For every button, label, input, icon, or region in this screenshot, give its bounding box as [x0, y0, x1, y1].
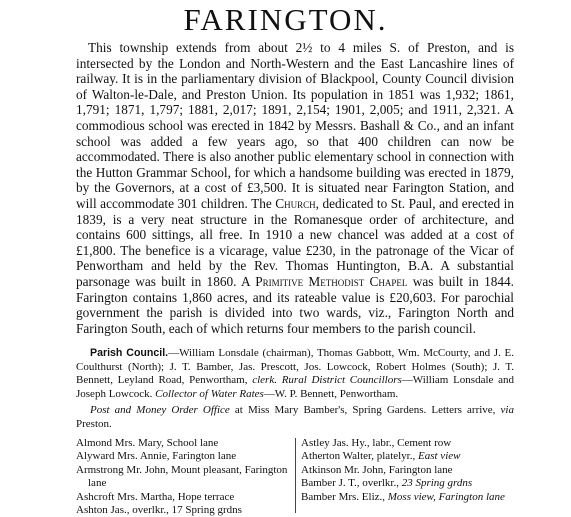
entry-address: Moss view, Farington lane [387, 490, 505, 503]
entry-text: Astley Jas. Hy., labr., Cement row [301, 437, 452, 449]
list-item [301, 491, 519, 504]
post-label: Post and Money Order Office [90, 404, 230, 416]
post-office-paragraph [76, 404, 514, 431]
post-end: Preston. [76, 417, 112, 430]
list-item [301, 464, 519, 477]
council-paragraph [76, 347, 514, 402]
chapel-text: was built in 1844. Farington contains 1,860 acres, and its rateable value is £20,603. For parochial government the parish is divided into two wards, viz., Farington North and Farington South, each of which returns four members to the parish council. [76, 273, 514, 336]
list-item [301, 437, 519, 450]
list-item: Alyward Mrs. Annie, Farington lane [76, 450, 237, 463]
column-divider [295, 438, 296, 513]
clerk-label: clerk. [252, 374, 277, 387]
rdc-label: Rural District Councillors [281, 374, 402, 387]
council-label: Parish Council. [90, 347, 169, 359]
rdc-text: —William Lonsdale and Joseph Lowcock. [76, 374, 515, 401]
entry-text: Bamber Mrs. Eliz., [301, 490, 388, 503]
page-title [0, 2, 571, 38]
list-item [301, 477, 519, 490]
intro-paragraph [76, 40, 514, 336]
intro-text: This township extends from about 2½ to 4 miles S. of Preston, and is intersected by the London and North-Western and the East Lancashire lines of railway. It is in the parliamentary division of Blackpool, County Council division of Walton-le-Dale, and Preston Union. Its population in 1851 was 1,932; 1861, 1,791; 1871, 1,797; 1881, 2,017; 1891, 2,154; 1901, 2,005; and 1911, 2,321. A commodious school was erected in 1842 by Messrs. Bashall & Co., and an infant school was added a few years ago, so that 400 children can now be accommodated. There is also another public elementary school in connection with the Hutton Grammar School, for which a handsome building was erected in 1879, by the Governors, at a cost of £3,500. It is situated near Farington Station, and will accommodate 301 children. The [76, 40, 514, 211]
entry-text: Atherton Walter, platelyr., [301, 450, 418, 463]
entry-text: Bamber J. T., overlkr., [301, 477, 402, 490]
list-item: Ashton Jas., overlkr., 17 Spring grdns [76, 504, 242, 517]
entry-address: 23 Spring grdns [401, 477, 473, 490]
directory-right-column [301, 437, 519, 504]
collector-label: Collector of Water Rates [155, 388, 264, 401]
council-text: —William Lonsdale (chairman), Thomas Gabbott, Wm. McCourty, and J. E. Coulthurst (North); J. T. Bamber, Jas. Prescott, Jos. Lowcock, Robert Holmes (South); J. T. Bennett, Leyland Road, Penwortham, [76, 347, 514, 387]
church-text: , dedicated to St. Paul, and erected in 1839, is a very neat structure in the Romanesque order of architecture, and contains 600 sittings, all free. In 1910 a new chancel was added at a cost of £1,800. The benefice is a vicarage, value £230, in the patronage of the Vicar of Penwortham and held by the Rev. Thomas Huntington, B.A. A substantial parsonage was built in 1860. A [76, 195, 514, 289]
chapel-word: Primitive Methodist Chapel [255, 273, 408, 289]
church-word: Church [275, 195, 316, 211]
list-item [301, 450, 519, 463]
collector-text: —W. P. Bennett, Penwortham. [263, 388, 399, 401]
via-word: via [500, 404, 514, 416]
title-text: FARINGTON. [183, 2, 388, 37]
list-item: Armstrong Mr. John, Mount pleasant, Farington lane [76, 463, 288, 490]
entry-text: Atkinson Mr. John, Farington lane [301, 463, 453, 476]
list-item: Almond Mrs. Mary, School lane [76, 437, 219, 449]
post-text: at Miss Mary Bamber's, Spring Gardens. Letters arrive, [229, 404, 501, 416]
directory-left-column [76, 437, 294, 517]
list-item: Ashcroft Mrs. Martha, Hope terrace [76, 490, 235, 503]
entry-address: East view [418, 450, 461, 463]
residents-directory [76, 437, 521, 515]
